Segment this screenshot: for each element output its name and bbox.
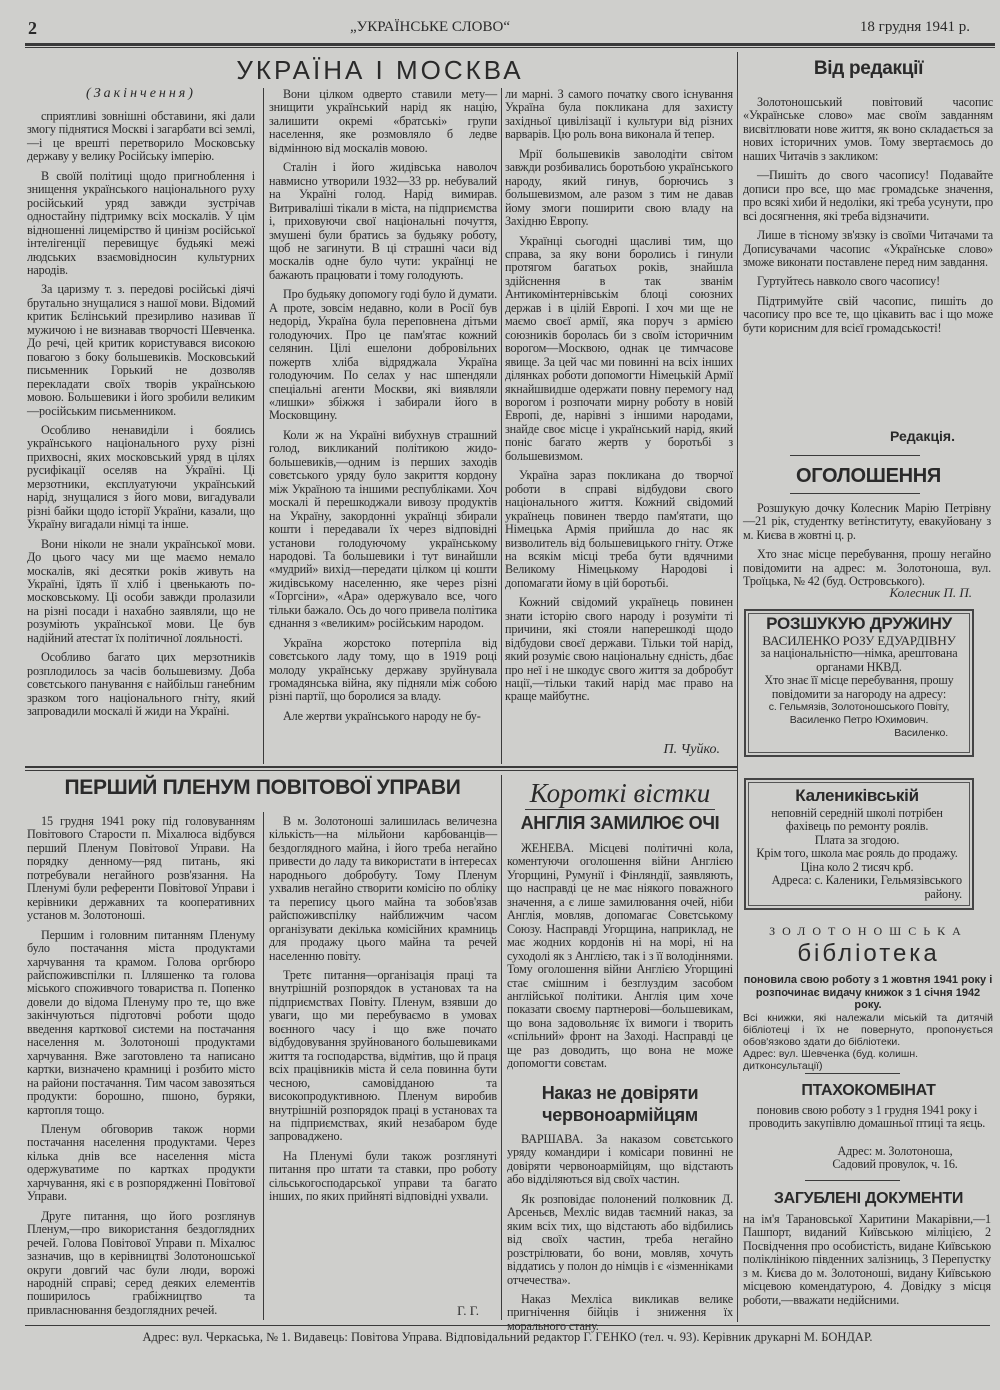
search-wife-address: с. Гельмязів, Золотоношського Повіту, Василенко Петро Юхимович. (768, 701, 950, 727)
news-body (507, 1133, 733, 1339)
plenum-title: ПЕРШИЙ ПЛЕНУМ ПОВІТОВОЇ УПРАВИ (64, 776, 461, 799)
paragraph: Третє питання—організація праці та внутрішній розпорядок в установах та на підприємствах Повіту. Пленум, взявши до уваги, що ми перебуваємо в умовах воєнного часу і що вже почато відбудовування зруйнованого большевиками життя та господарства, відмітив, що й праця всіх працівників міста й села повинна бути чесною, самовідданою та високопродуктивною. Пленум виробив внутрішній розпорядок праці в установах та на підприємствах, який незабаром буде запроваджено. (269, 967, 497, 1144)
column-rule (501, 88, 502, 764)
news-headline: АНГЛІЯ ЗАМИЛЮЄ ОЧІ (520, 813, 720, 833)
search-daughter-signature: Колесник П. П. (889, 585, 972, 600)
paragraph: Як розповідає полонений полковник Д. Арсеньєв, Мехліс видав таємний наказ, за яким всіх тих, що відстають або відбились від своїх частин, треба негайно розстрілювати, бо вони, мовляв, хочуть віддатись у полон до німців і є «ізменніками отчечества». (507, 1191, 733, 1287)
rule (790, 493, 920, 494)
search-wife-name: ВАСИЛЕНКО РОЗУ ЕДУАРДІВНУ (762, 633, 956, 648)
paragraph: Кожний свідомий українець повинен знати історію свого народу і розуміти ті причини, які стояли наперешкоді щодо відбудови своєї держави. Тільки той нарід, який розуміє свою національну єдність, дбає про неї і не шкодує свого життя за добробут нації,—тільки такий нарід має право на краще майбутнє. (505, 595, 733, 704)
poultry-body: поновив свою роботу з 1 грудня 1941 року і проводить закупівлю домашньої птиці та яєць. (748, 1103, 986, 1131)
lost-docs-body: на ім'я Тарановської Харитини Макарівни,—1 Пашпорт, виданий Київською міліцією, 2 Посвідчення про особистість, видане Київською поліклінікою південних залізниць, 3 Перепустку з м. Києва до м. Золотоноші, видану Київською місцевою комендатурою, 4. Довідку з місця роботи,—вважати недійсними. (743, 1212, 991, 1307)
library-body: Всі книжки, які належали міській та дитячій бібліотеці і їх не повернуто, пропонується обов'язково здати до бібліотеки. (743, 1012, 993, 1048)
short-news-rule (525, 809, 715, 810)
paragraph: ВАРШАВА. За наказом совєтського уряду командири і комісари повинні не довіряти червоноармійцям, що відстають або відділяються від своїх частин. (507, 1132, 733, 1187)
paragraph: Коли ж на Україні вибухнув страшний голод, викликаний політикою жидо-большевиків,—одним із перших заходів совєтського уряду було закриття кордону між Україною та іншими республіками. Хоч москалі й перешкоджали вивозу продуктів на Україну, закордонні українці збирали кошти і передавали їх через відповідні установи голодуючому українському народові. Та большевики і тут винайшли «мудрий» вихід—передати цілком ці кошти жидівському населенню, яке через різні «Торгсіни», «Ара» одержувало все, чого тільки бажало. Ось до чого привела політика єднання з «великим» російським народом. (269, 427, 497, 631)
paragraph: Першим і головним питанням Пленуму було постачання міста продуктами харчування та крамом. Голова оргбюро райспоживспілки п. Ілляшенко та голова міського споживчого товариства п. Попенко довели до відома Пленуму про те, що вже закінчуються підготовчі роботи щодо введення карткової системи на постачання населення м. Золотоноші продуктами харчування. Вже заготовлено та написано картки, визначено крамниці і розбито місто на райони постачання. Тим часом завозяться продукти: борошно, пшоно, буряки, картопля тощо. (27, 927, 255, 1117)
editorial-title: Від редакції (813, 58, 924, 79)
masthead-rule-thin (25, 47, 995, 48)
search-wife-content (750, 614, 968, 741)
section-rule (25, 766, 737, 768)
paragraph: Хто знає місце перебування, прошу негайно повідомити на адрес: м. Золотоноша, вул. Троїцька, № 42 (буд. Островського). (743, 547, 991, 589)
paragraph: Хто знає її місце перебування, прошу повідомити за нагороду на адресу: (764, 673, 954, 701)
paragraph: Вони цілком одверто ставили мету—знищити український нарід як націю, залишити окремі «братські» групи населення, яке розмовляло б ледве відмінною від москалів мовою. (269, 87, 497, 155)
article-subtitle: (Закінчення) (86, 86, 196, 101)
library-address: Адрес: вул. Шевченка (буд. колишн. дитконсультації) (743, 1048, 919, 1072)
library-lead: поновила свою роботу з 1 жовтня 1941 року і розпочинає видачу книжок з 1 січня 1942 року. (743, 974, 993, 1011)
paragraph: за національністю—німка, арештована органами НКВД. (760, 646, 958, 674)
paragraph: Друге питання, що його розглянув Пленум,—про використання бездоглядних речей. Голова Повітової Управи п. Міхалюс зазначив, що в керівництві Золотоношської округи довгий час були люди, ворожі народній справі; серед деяких елементів поширилось грабіжництво та привласнювання бездоглядних речей. (27, 1208, 255, 1317)
paragraph: Мрії большевиків заволодіти світом завжди розбивались боротьбою українського народу, який гинув, борючись з большевизмом, але разом з тим не давав йому змоги поширити свою владу на Західню Европу. (505, 146, 733, 229)
announcements-title: ОГОЛОШЕННЯ (796, 465, 941, 487)
paper-name: „УКРАЇНСЬКЕ СЛОВО“ (349, 19, 511, 35)
paragraph: —Пишіть до свого часопису! Подавайте дописи про все, що має громадське значення, про всякі хиби й недоліки, які треба усунути, про всі досягнення, які треба відзначити. (743, 168, 993, 223)
paragraph: Особливо багато цих мерзотників розплодилось за часів большевизму. Доба совєтського панування є найбільш ганебним зразком того національного гніту, який запровадили москалі й жиди на Україні. (27, 650, 255, 719)
paragraph: Розшукую дочку Колесник Марію Петрівну—21 рік, студентку ветінституту, евакуйовану з м. Києва в жовтні ц. р. (743, 501, 991, 542)
rule (790, 455, 920, 456)
column-rule (263, 812, 264, 1320)
paragraph: сприятливі зовнішні обставини, які дали змогу піднятися Москві і загарбати всі землі,—і це врешті перетворило Московську державу у велику Російську імперію. (27, 109, 255, 164)
paragraph: В своїй політиці щодо пригноблення і знищення українського національного руху російський уряд завжди зустрічав одностайну підтримку всіх москалів. У цім відношенні лицемірство й цинізм російської інтелігенції перевищує будьякі межі людських взаємовідносин культурних народів. (27, 168, 255, 277)
library-title: бібліотека (797, 940, 940, 967)
paragraph: 15 грудня 1941 року під головуванням Повітового Старости п. Міхалюса відбувся перший Пленум Повітової Управи. На порядку денному—ряд питань, які потребували негайного розв'язання. На Пленумі були референти Повітової Управи і керівники державних та кооперативних установ м. Золотоноші. (27, 814, 255, 923)
rule (805, 1180, 900, 1181)
editorial-body (743, 96, 993, 341)
paragraph: Крім того, школа має рояль до продажу. Ціна коло 2 тисяч крб. (756, 846, 958, 874)
school-lines (752, 807, 962, 874)
article-column-3 (505, 88, 733, 710)
right-column-rule (737, 52, 738, 1322)
paragraph: ЖЕНЕВА. Місцеві політичні кола, коментуючи оголошення війни Англією Угорщині, Румунії і Фінляндії, заявляють, що насправді це не має ніякого поважного значення, а є лише замилювання очей, ніби Англія, мовляв, допомагає Совєтському Союзу. Насправді Угорщина, наприклад, не має жодних кордонів ні на морі, ні на суходолі як з Англією, так і з її володіннями. Тому оголошення війни Англією Угорщині стає смішним і безглуздим засобом англійської політики. Англія цим хоче показати своєму партнерові—большевикам, що вона задовольняє їх вимоги і творить «спільний» фронт на Заході. Насправді це ще раз доводить, що вона не може допомогти совєтам. (507, 841, 733, 1071)
paragraph: Україна зараз покликана до творчої роботи в справі відбудови свого національного життя. Кожний свідомий українець повинен твердо пам'ятати, що Німецька Армія прийшла до нас як визволитель від большевицького гніту. Отже на всякім місці треба бути вдячними Великому Німецькому Народові і допомагати йому в цій боротьбі. (505, 468, 733, 590)
short-news-title: Короткі вістки (529, 778, 711, 808)
masthead-rule (25, 43, 995, 46)
article-signature: П. Чуйко. (663, 742, 720, 757)
rule (805, 1073, 900, 1074)
paragraph: Вони ніколи не знали української мови. До цього часу ми ще маємо немало москалів, які десятки років живуть на Україні, їдять її хліб і цвенькають по-московському. Ці особи завжди пролазили на різні посади і нахабно заявляли, що не розуміють української мови. Це був надійний атестат їх політичної лояльності. (27, 536, 255, 645)
school-title: Калениківській (795, 786, 919, 805)
plenum-column-2 (269, 815, 497, 1210)
paragraph: Україна жорстоко потерпіла від совєтського ладу тому, що в 1919 році молоду українську державу зруйнувала громадянська війна, яку підняли між собою різні партії, що боролися за владу. (269, 635, 497, 704)
search-wife-lines (750, 647, 968, 701)
paragraph: Гуртуйтесь навколо свого часопису! (757, 274, 940, 289)
school-address: Адреса: с. Каленики, Гельмязівського району. (771, 873, 962, 901)
column-rule (501, 775, 502, 1320)
paragraph: Плата за згодою. (814, 832, 900, 847)
paragraph: Наказ Мехліса викликав велике пригнічення бійців і зниження їх (507, 1291, 733, 1320)
school-ad-content (752, 785, 962, 901)
article-column-1 (27, 110, 255, 724)
paragraph: ли марні. З самого початку свого існування Україна була покликана для захисту західньої цивілізації і культури від різних варварів. Цю роль вона виконала й тепер. (505, 87, 733, 142)
search-wife-title: РОЗШУКУЮ ДРУЖИНУ (766, 614, 952, 633)
page-number: 2 (28, 18, 37, 38)
column-rule (263, 88, 264, 764)
paragraph: Українці сьогодні щасливі тим, що справа, за яку вони боролись і гинули протягом багатьох років, знайшла здійснення в так званім Антикомінтернівськім блоці союзних держав і в цілій Европі. І хоч ми ще не маємо своєї армії, яка поруч з армією союзників боролась би з своїм історичним ворогом—Москвою, однак це тимчасове явище. За цей час ми повинні на всіх інших ділянках роботи допомогти Німецькій Армії якнайшвидше одержати повну перемогу над ворогом і розпочати мирну роботу в новій Европі, де, нарівні з іншими народами, знайде своє місце і український нарід, який поніс багато жертв у боротьбі з большевизмом. (505, 233, 733, 463)
paragraph: Але жертви українського народу не бу- (283, 708, 481, 723)
paragraph: Особливо ненавиділи і боялись українського національного руху різні прихвосні, яких московський уряд в цілях русифікації оселяв на Україні. Ці мерзотники, експлуатуючи український нарід, знущалися з його мови, вигадували різні байки щодо історії України, казали, що Україну вигадали німці та інше. (27, 422, 255, 532)
paragraph: Золотоношський повітовий часопис «Українське слово» має своїм завданням висвітлювати нове життя, як воно складається за нових історичних умов. Тому звертаємось до наших Читачів з закликом: (743, 95, 993, 163)
editorial-signature: Редакція. (889, 428, 955, 444)
search-daughter-ad (743, 502, 991, 595)
paragraph: Сталін і його жидівська наволоч навмисно утворили 1932—33 рр. небувалий на Україні голод. Нарід вимирав. Витриваліші тікали в міста, на підприємства і, приховуючи свої національні почуття, змушені були братись за будьяку роботу, щоб не загинути. В ці страшні часи від москалів одне було чути: українці не бажають працювати і тому голодують. (269, 160, 497, 282)
paragraph: Лише в тісному зв'язку із своїми Читачами та Дописувачами часопис «Українське слово» зможе виконати поставлене перед ним завдання. (743, 228, 993, 269)
issue-date: 18 грудня 1941 р. (859, 19, 970, 35)
search-wife-signature: Василенко. (894, 727, 948, 740)
lost-docs-title: ЗАГУБЛЕНІ ДОКУМЕНТИ (773, 1190, 964, 1207)
section-rule-thin (25, 770, 737, 771)
footer-imprint: Адрес: вул. Черкаська, № 1. Видавець: Повітова Управа. Відповідальний редактор Г. ГЕНКО (тел. ч. 93). Керівник друкарні М. БОНДАР. (142, 1330, 873, 1344)
paragraph: Про будьяку допомогу годі було й думати. А проте, зовсім недавно, коли в Росії був недорід, Україна була переповнена дітьми голодуючих. Про це пам'ятає кожний селянин. Цілі ешелони добровільних пожертв хліба відряджала Україна голодуючим. По селах у нас шпендяли спеціальні агенти Москви, які виявляли «лишки» збіжжя і забирали його в Московщину. (269, 287, 497, 423)
article-title: УКРАЇНА І МОСКВА (236, 55, 524, 85)
paragraph: Пленум обговорив також норми постачання населення продуктами. Через кілька днів все населення міста одержуватиме по картках продукти харчування, які є в розпорядженні Повітової Управи. (27, 1121, 255, 1204)
news-headline: Наказ не довіряти червоноармійцям (541, 1083, 699, 1125)
paragraph: Підтримуйте свій часопис, пишіть до часопису про все те, що цікавить вас і що може бути корисним для всієї громадськості! (743, 293, 993, 335)
poultry-title: ПТАХОКОМБІНАТ (801, 1082, 936, 1099)
footer-rule (25, 1325, 990, 1326)
news-body (507, 842, 733, 1077)
paragraph: неповній середній школі потрібен фахівець по ремонту роялів. (771, 806, 943, 834)
paragraph: За царизму т. з. передові російські діячі брутально знущалися з нашої мови. Відомий критик Бєлінський презирливо називав її мужичою і не визнавав творчості Шевченка. До речі, цей критик користувався високою повагою з боку большевиків. Московський письменник Горький не дозволяв перекладати своїх творів українською мовою. Большевики і його зробили великим—російським письменником. (27, 282, 255, 418)
paragraph: В м. Золотоноші залишилась величезна кількість—на мільйони карбованців—бездоглядного майна, і його треба негайно привести до ладу та використати в інтересах народнього добробуту. Тому Пленум ухвалив негайно створити комісію по обліку та перепису цього майна та зобов'язав райспоживспілку найближчим часом організувати декілька комісійних крамниць для продажу цього майна та речей населенню повіту. (269, 814, 497, 963)
plenum-column-1 (27, 815, 255, 1323)
plenum-signature: Г. Г. (457, 1303, 479, 1318)
paragraph: На Пленумі були також розглянуті питання про штати та ставки, про роботу сільськогосподарської управи та багато інших, по яких прийняті відповідні ухвали. (269, 1148, 497, 1204)
poultry-address: Адрес: м. Золотоноша, Садовий провулок, ч. 16. (832, 1144, 958, 1172)
library-title-top: ЗОЛОТОНОШСЬКА (769, 924, 968, 938)
article-column-2 (269, 88, 497, 729)
